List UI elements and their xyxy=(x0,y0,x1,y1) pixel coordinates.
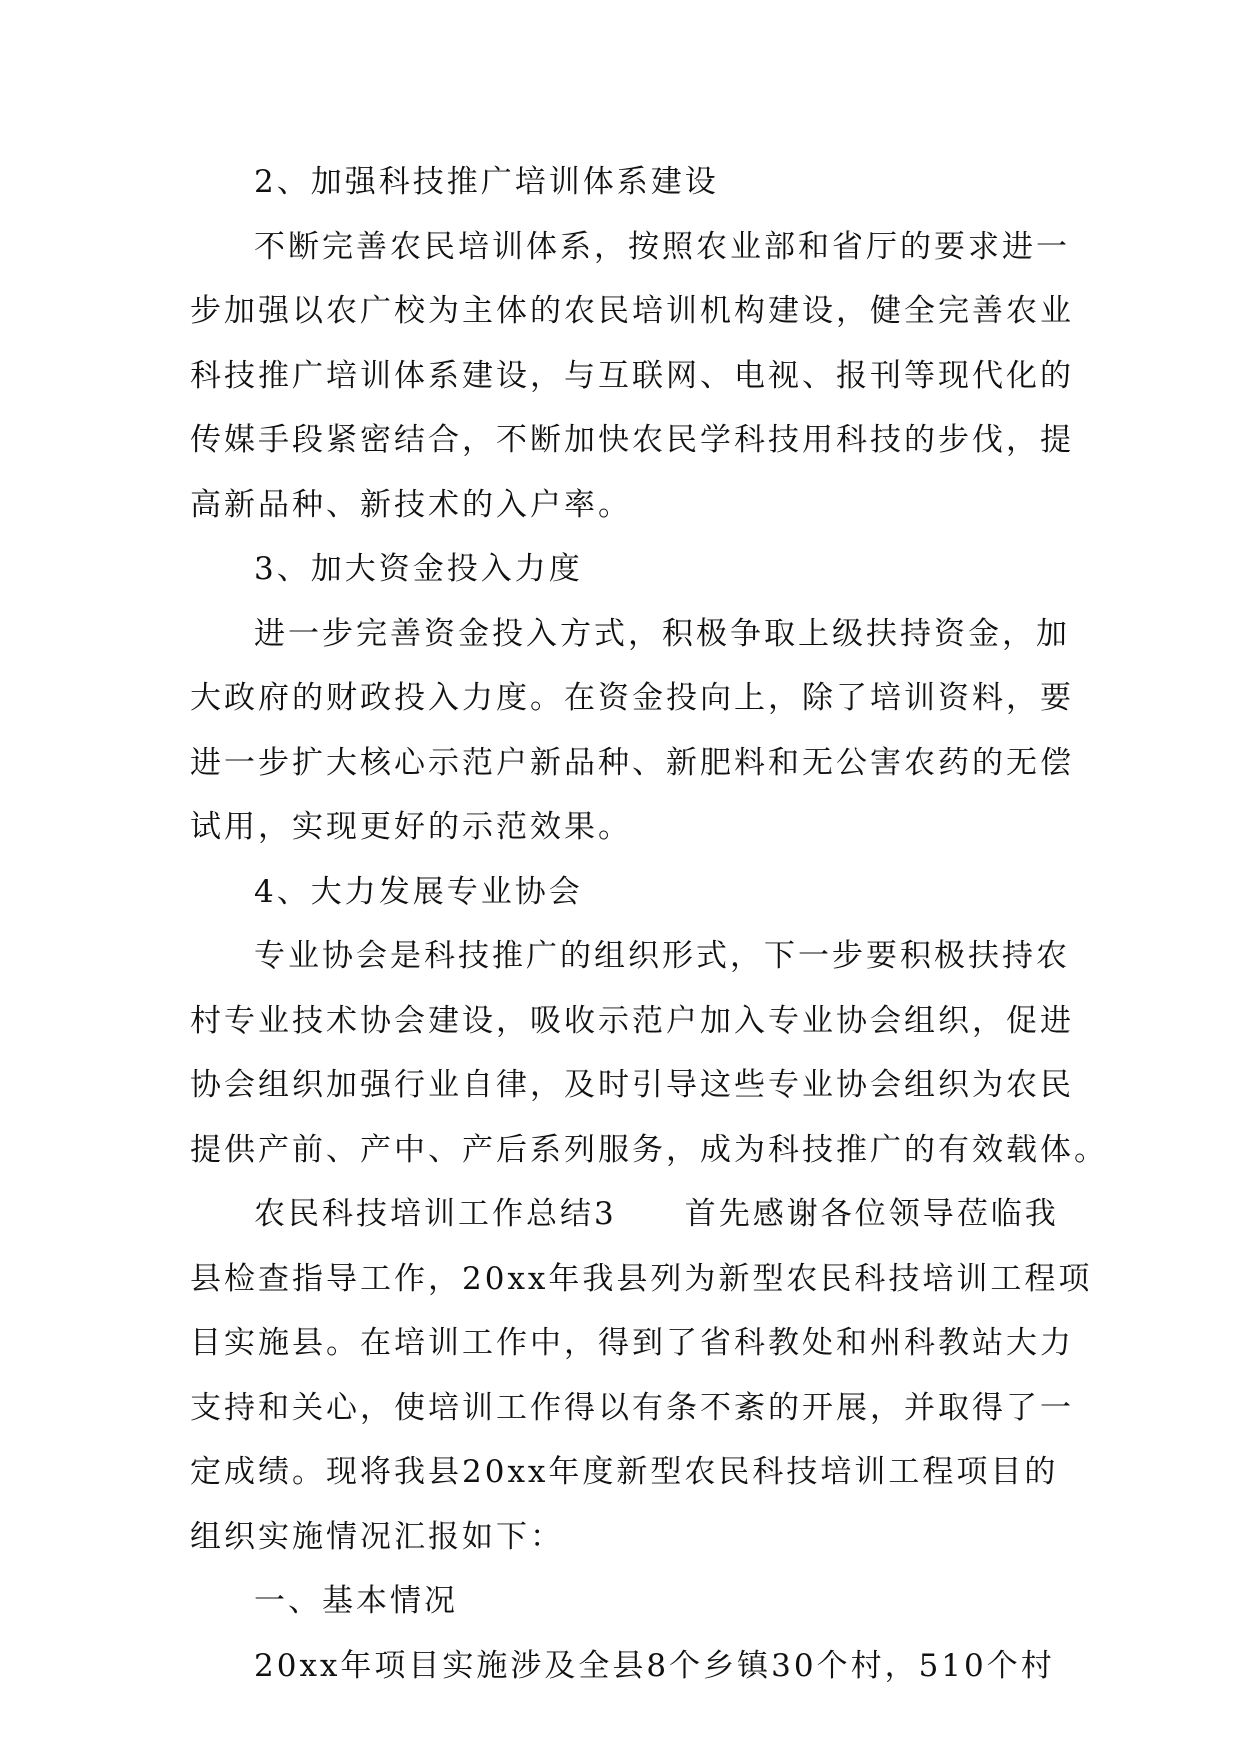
paragraph-line: 科技推广培训体系建设，与互联网、电视、报刊等现代化的 xyxy=(190,357,1074,394)
section-heading: 一、基本情况 xyxy=(254,1583,458,1619)
paragraph-line: 农民科技培训工作总结3 首先感谢各位领导莅临我 xyxy=(254,1196,1059,1232)
paragraph-line: 20xx年项目实施涉及全县8个乡镇30个村，510个村 xyxy=(254,1647,1055,1684)
paragraph-line: 高新品种、新技术的入户率。 xyxy=(190,486,632,523)
document-body xyxy=(190,150,1108,1698)
paragraph-line: 提供产前、产中、产后系列服务，成为科技推广的有效载体。 xyxy=(190,1131,1108,1168)
paragraph-line: 不断完善农民培训体系，按照农业部和省厅的要求进一 xyxy=(254,228,1070,265)
paragraph-line: 试用，实现更好的示范效果。 xyxy=(190,809,632,845)
paragraph-line: 进一步扩大核心示范户新品种、新肥料和无公害农药的无偿 xyxy=(190,744,1074,781)
paragraph-line: 进一步完善资金投入方式，积极争取上级扶持资金，加 xyxy=(254,615,1070,652)
paragraph-line: 支持和关心，使培训工作得以有条不紊的开展，并取得了一 xyxy=(190,1389,1074,1426)
section-heading: 3、加大资金投入力度 xyxy=(254,551,583,587)
paragraph-line: 步加强以农广校为主体的农民培训机构建设，健全完善农业 xyxy=(190,293,1074,329)
section-heading: 4、大力发展专业协会 xyxy=(254,873,583,910)
paragraph-line: 大政府的财政投入力度。在资金投向上，除了培训资料，要 xyxy=(190,680,1074,716)
paragraph-line: 定成绩。现将我县20xx年度新型农民科技培训工程项目的 xyxy=(190,1454,1059,1490)
paragraph-line: 县检查指导工作，20xx年我县列为新型农民科技培训工程项 xyxy=(190,1260,1093,1297)
paragraph-line: 专业协会是科技推广的组织形式，下一步要积极扶持农 xyxy=(254,938,1070,974)
paragraph-line: 目实施县。在培训工作中，得到了省科教处和州科教站大力 xyxy=(190,1325,1074,1361)
paragraph-line: 村专业技术协会建设，吸收示范户加入专业协会组织，促进 xyxy=(190,1002,1074,1039)
paragraph-line: 协会组织加强行业自律，及时引导这些专业协会组织为农民 xyxy=(190,1067,1074,1103)
paragraph-line: 传媒手段紧密结合，不断加快农民学科技用科技的步伐，提 xyxy=(190,422,1074,458)
paragraph-line: 组织实施情况汇报如下： xyxy=(190,1518,564,1555)
section-heading: 2、加强科技推广培训体系建设 xyxy=(254,164,719,200)
